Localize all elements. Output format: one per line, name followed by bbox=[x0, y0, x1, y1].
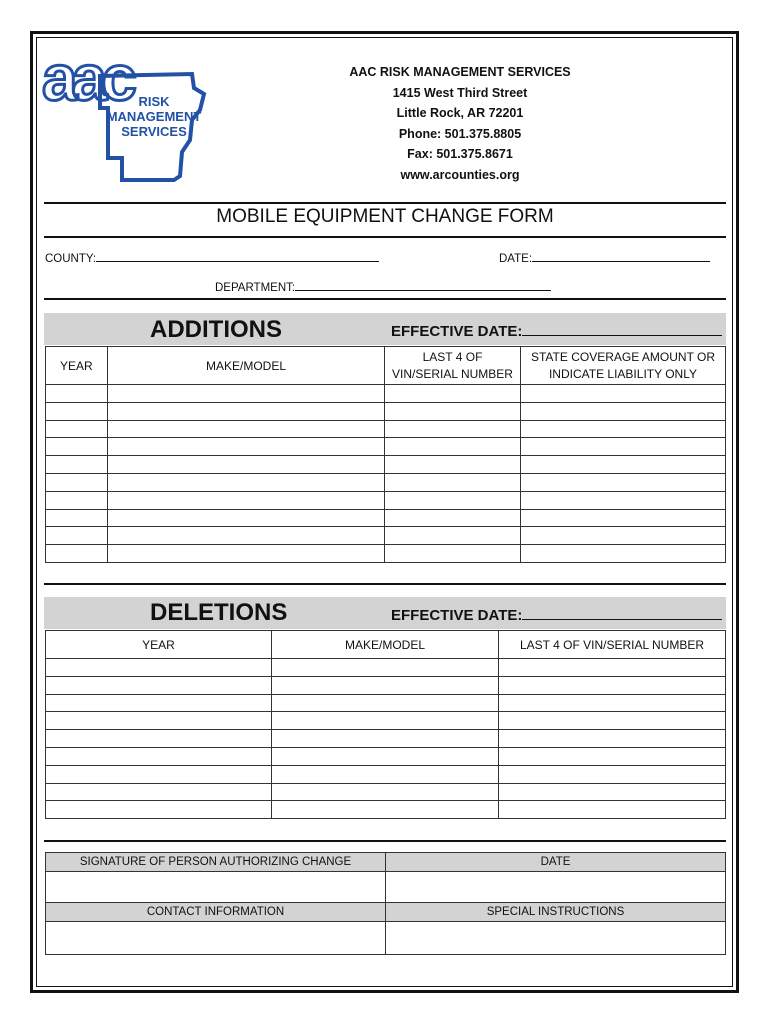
deletions-table-cell[interactable] bbox=[499, 676, 726, 694]
additions-table-cell[interactable] bbox=[385, 473, 521, 491]
additions-col-year: YEAR bbox=[46, 347, 108, 385]
additions-table-cell[interactable] bbox=[521, 473, 726, 491]
deletions-table-row bbox=[46, 694, 726, 712]
aac-logo bbox=[42, 48, 212, 184]
deletions-col-vin: LAST 4 OF VIN/SERIAL NUMBER bbox=[499, 631, 726, 659]
deletions-table-cell[interactable] bbox=[499, 801, 726, 819]
additions-table-row bbox=[46, 527, 726, 545]
contact-info-label: CONTACT INFORMATION bbox=[46, 903, 386, 922]
additions-effective-date[interactable] bbox=[391, 321, 722, 340]
deletions-effective-label: EFFECTIVE DATE: bbox=[391, 607, 523, 624]
deletions-table bbox=[45, 630, 726, 819]
additions-table-row bbox=[46, 438, 726, 456]
deletions-table-cell[interactable] bbox=[46, 783, 272, 801]
deletions-table-cell[interactable] bbox=[272, 676, 499, 694]
additions-table-cell[interactable] bbox=[108, 385, 385, 403]
deletions-table-cell[interactable] bbox=[499, 730, 726, 748]
additions-table bbox=[45, 346, 726, 563]
additions-table-cell[interactable] bbox=[46, 527, 108, 545]
divider bbox=[44, 298, 726, 300]
additions-col-coverage-line2: INDICATE LIABILITY ONLY bbox=[548, 366, 698, 381]
date-field[interactable] bbox=[499, 251, 710, 265]
department-field[interactable] bbox=[215, 280, 551, 294]
additions-table-row bbox=[46, 473, 726, 491]
deletions-table-cell[interactable] bbox=[46, 765, 272, 783]
additions-table-cell[interactable] bbox=[46, 438, 108, 456]
logo-letters: aac bbox=[42, 48, 131, 114]
deletions-table-cell[interactable] bbox=[499, 783, 726, 801]
additions-table-row bbox=[46, 491, 726, 509]
additions-table-cell[interactable] bbox=[46, 385, 108, 403]
divider bbox=[44, 236, 726, 238]
logo-line3: SERVICES bbox=[121, 124, 187, 139]
additions-table-cell[interactable] bbox=[108, 438, 385, 456]
additions-table-cell[interactable] bbox=[521, 420, 726, 438]
additions-table-cell[interactable] bbox=[46, 509, 108, 527]
county-input-line[interactable] bbox=[96, 251, 379, 262]
deletions-table-row bbox=[46, 747, 726, 765]
logo-line2: MANAGEMENT bbox=[106, 109, 202, 124]
org-street: 1415 West Third Street bbox=[392, 85, 528, 100]
additions-table-cell[interactable] bbox=[521, 456, 726, 474]
deletions-table-cell[interactable] bbox=[46, 694, 272, 712]
additions-table-cell[interactable] bbox=[385, 527, 521, 545]
deletions-table-row bbox=[46, 765, 726, 783]
additions-table-cell[interactable] bbox=[108, 509, 385, 527]
additions-table-cell[interactable] bbox=[385, 402, 521, 420]
additions-table-cell[interactable] bbox=[385, 438, 521, 456]
signature-date-input[interactable] bbox=[386, 872, 726, 903]
deletions-table-cell[interactable] bbox=[499, 765, 726, 783]
deletions-table-cell[interactable] bbox=[46, 659, 272, 677]
additions-table-cell[interactable] bbox=[108, 402, 385, 420]
additions-table-cell[interactable] bbox=[46, 402, 108, 420]
deletions-table-row bbox=[46, 783, 726, 801]
additions-table-row bbox=[46, 456, 726, 474]
date-input-line[interactable] bbox=[532, 251, 710, 262]
deletions-title: DELETIONS bbox=[150, 599, 288, 626]
additions-table-cell[interactable] bbox=[521, 438, 726, 456]
deletions-col-year: YEAR bbox=[46, 631, 272, 659]
additions-table-cell[interactable] bbox=[46, 545, 108, 563]
additions-col-coverage bbox=[521, 347, 726, 385]
deletions-table-cell[interactable] bbox=[272, 712, 499, 730]
deletions-table-cell[interactable] bbox=[46, 747, 272, 765]
deletions-table-cell[interactable] bbox=[46, 712, 272, 730]
additions-col-coverage-line1: STATE COVERAGE AMOUNT OR bbox=[530, 349, 716, 364]
deletions-table-cell[interactable] bbox=[499, 659, 726, 677]
additions-table-row bbox=[46, 402, 726, 420]
additions-table-cell[interactable] bbox=[385, 545, 521, 563]
deletions-table-cell[interactable] bbox=[499, 712, 726, 730]
additions-table-cell[interactable] bbox=[521, 527, 726, 545]
deletions-table-row bbox=[46, 659, 726, 677]
org-fax: Fax: 501.375.8671 bbox=[407, 147, 513, 161]
county-label: COUNTY: bbox=[45, 253, 97, 265]
deletions-table-cell[interactable] bbox=[272, 730, 499, 748]
contact-info-input[interactable] bbox=[46, 922, 386, 955]
additions-table-cell[interactable] bbox=[108, 491, 385, 509]
special-instructions-label: SPECIAL INSTRUCTIONS bbox=[386, 903, 726, 922]
org-city: Little Rock, AR 72201 bbox=[396, 106, 524, 120]
signature-date-label: DATE bbox=[386, 853, 726, 872]
additions-col-vin bbox=[385, 347, 521, 385]
deletions-table-cell[interactable] bbox=[499, 747, 726, 765]
additions-table-cell[interactable] bbox=[46, 456, 108, 474]
deletions-table-row bbox=[46, 801, 726, 819]
additions-table-row bbox=[46, 509, 726, 527]
additions-table-cell[interactable] bbox=[46, 420, 108, 438]
additions-table-cell[interactable] bbox=[108, 456, 385, 474]
additions-table-cell[interactable] bbox=[385, 509, 521, 527]
deletions-table-cell[interactable] bbox=[46, 730, 272, 748]
additions-table-row bbox=[46, 545, 726, 563]
signature-input[interactable] bbox=[46, 872, 386, 903]
additions-table-cell[interactable] bbox=[108, 420, 385, 438]
additions-table-cell[interactable] bbox=[521, 385, 726, 403]
deletions-table-cell[interactable] bbox=[272, 747, 499, 765]
additions-col-vin-line1: LAST 4 OF bbox=[422, 349, 483, 364]
additions-col-make-model: MAKE/MODEL bbox=[108, 347, 385, 385]
additions-table-cell[interactable] bbox=[108, 545, 385, 563]
date-label: DATE: bbox=[499, 253, 533, 265]
additions-table-cell[interactable] bbox=[521, 402, 726, 420]
deletions-effective-date-line[interactable] bbox=[522, 605, 722, 620]
additions-table-cell[interactable] bbox=[385, 456, 521, 474]
form-title: MOBILE EQUIPMENT CHANGE FORM bbox=[216, 206, 554, 227]
additions-table-cell[interactable] bbox=[385, 420, 521, 438]
org-address-block bbox=[300, 62, 620, 185]
divider bbox=[44, 840, 726, 842]
additions-table-cell[interactable] bbox=[108, 527, 385, 545]
signature-label: SIGNATURE OF PERSON AUTHORIZING CHANGE bbox=[46, 853, 386, 872]
additions-table-row bbox=[46, 385, 726, 403]
additions-table-cell[interactable] bbox=[385, 491, 521, 509]
additions-table-cell[interactable] bbox=[385, 385, 521, 403]
org-website: www.arcounties.org bbox=[400, 167, 520, 182]
deletions-table-cell[interactable] bbox=[272, 694, 499, 712]
additions-table-cell[interactable] bbox=[521, 509, 726, 527]
additions-table-cell[interactable] bbox=[108, 473, 385, 491]
divider bbox=[44, 202, 726, 204]
additions-table-cell[interactable] bbox=[521, 491, 726, 509]
department-label: DEPARTMENT: bbox=[215, 282, 296, 294]
deletions-table-row bbox=[46, 712, 726, 730]
deletions-table-cell[interactable] bbox=[46, 676, 272, 694]
additions-table-row bbox=[46, 420, 726, 438]
additions-effective-date-line[interactable] bbox=[522, 321, 722, 336]
deletions-table-cell[interactable] bbox=[272, 659, 499, 677]
divider bbox=[44, 583, 726, 585]
additions-effective-label: EFFECTIVE DATE: bbox=[391, 323, 523, 340]
deletions-table-cell[interactable] bbox=[272, 765, 499, 783]
deletions-table-cell[interactable] bbox=[272, 783, 499, 801]
county-field[interactable] bbox=[45, 251, 379, 265]
department-input-line[interactable] bbox=[295, 280, 551, 291]
org-name: AAC RISK MANAGEMENT SERVICES bbox=[349, 65, 571, 79]
deletions-table-cell[interactable] bbox=[272, 801, 499, 819]
additions-table-cell[interactable] bbox=[46, 473, 108, 491]
authorization-table bbox=[45, 852, 726, 955]
deletions-table-cell[interactable] bbox=[499, 694, 726, 712]
deletions-col-make-model: MAKE/MODEL bbox=[272, 631, 499, 659]
deletions-table-cell[interactable] bbox=[46, 801, 272, 819]
additions-col-vin-line2: VIN/SERIAL NUMBER bbox=[392, 366, 513, 381]
additions-table-cell[interactable] bbox=[46, 491, 108, 509]
additions-table-cell[interactable] bbox=[521, 545, 726, 563]
additions-title: ADDITIONS bbox=[150, 316, 282, 343]
special-instructions-input[interactable] bbox=[386, 922, 726, 955]
org-phone: Phone: 501.375.8805 bbox=[398, 126, 522, 141]
deletions-table-row bbox=[46, 730, 726, 748]
logo-line1: RISK bbox=[138, 94, 170, 109]
deletions-table-row bbox=[46, 676, 726, 694]
deletions-effective-date[interactable] bbox=[391, 605, 722, 624]
